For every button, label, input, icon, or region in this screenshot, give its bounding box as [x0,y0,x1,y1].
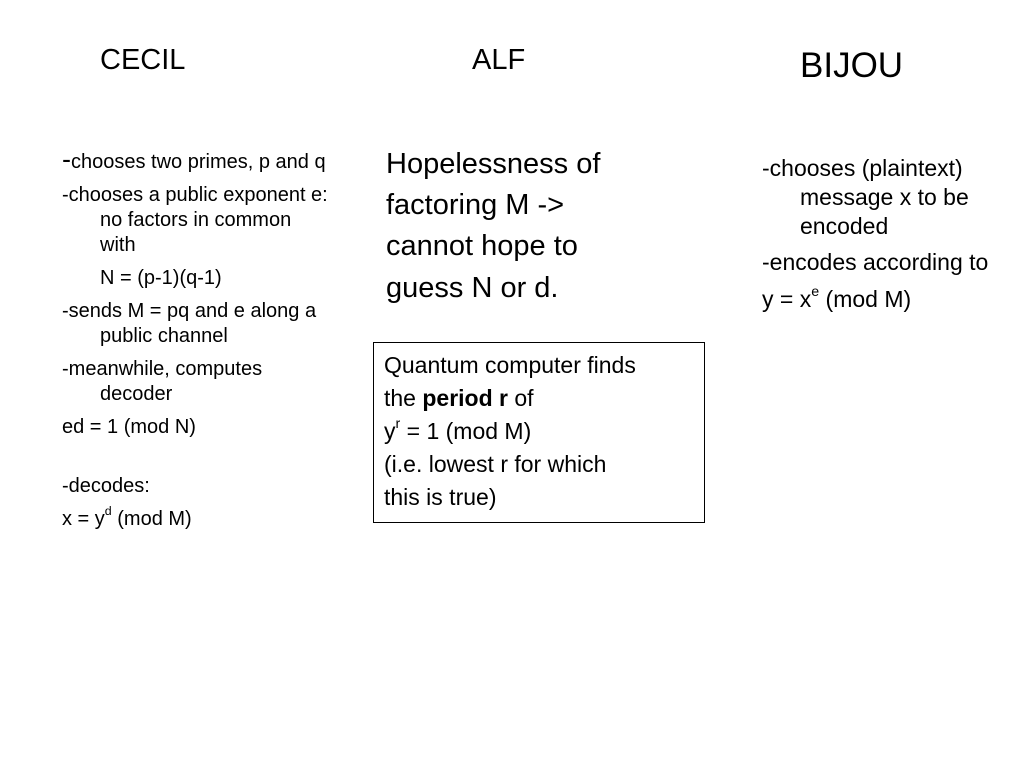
period-formula-base: y [384,418,396,445]
period-formula-rest: = 1 (mod M) [400,418,532,445]
quantum-box-line-2-post: of [508,385,534,412]
encode-formula-base: y = x [762,286,812,312]
bijou-item-encode-formula [762,285,992,314]
quantum-box-line-5: this is true) [384,484,497,511]
quantum-box-line-2-pre: the [384,385,423,412]
cecil-item-decodes: -decodes: [62,475,150,497]
bijou-item-encodes: -encodes according to [762,249,989,276]
alf-heading: ALF [472,44,526,76]
quantum-box-line-4: (i.e. lowest r for which [384,451,607,478]
cecil-item-decodes-formula [62,504,332,532]
cecil-column [62,146,332,540]
bijou-item-chooses: -chooses (plaintext) message x to be encoded [762,155,969,239]
decode-formula-rest: (mod M) [111,508,192,530]
quantum-box-line-1: Quantum computer finds [384,352,636,378]
cecil-item-exponent-formula: N = (p-1)(q-1) [100,267,222,289]
cecil-item-primes-text: chooses two primes, p and q [71,151,326,173]
period-r-emphasis: period r [422,385,508,412]
bijou-heading: BIJOU [800,46,904,85]
period-formula-exponent: r [395,416,401,433]
decode-formula-base: x = y [62,508,105,530]
cecil-item-exponent: -chooses a public exponent e: no factors in common with [62,184,328,256]
quantum-computer-box [373,342,705,523]
decode-formula-exponent: d [104,504,112,519]
cecil-item-decoder-formula: ed = 1 (mod N) [62,416,196,438]
quantum-box-line-2 [384,382,694,415]
cecil-heading: CECIL [100,44,186,76]
cecil-item-sends: -sends M = pq and e along a public channel [62,300,317,347]
cecil-item-decoder: -meanwhile, computes decoder [62,358,263,405]
alf-statement: Hopelessness of factoring M -> cannot hope to guess N or d. [386,148,601,304]
quantum-box-line-3 [384,415,694,448]
encode-formula-exponent: e [811,284,820,301]
cecil-item-primes [62,146,332,175]
cecil-item-dash: - [62,144,71,174]
encode-formula-rest: (mod M) [819,286,912,312]
bijou-column [762,154,992,322]
